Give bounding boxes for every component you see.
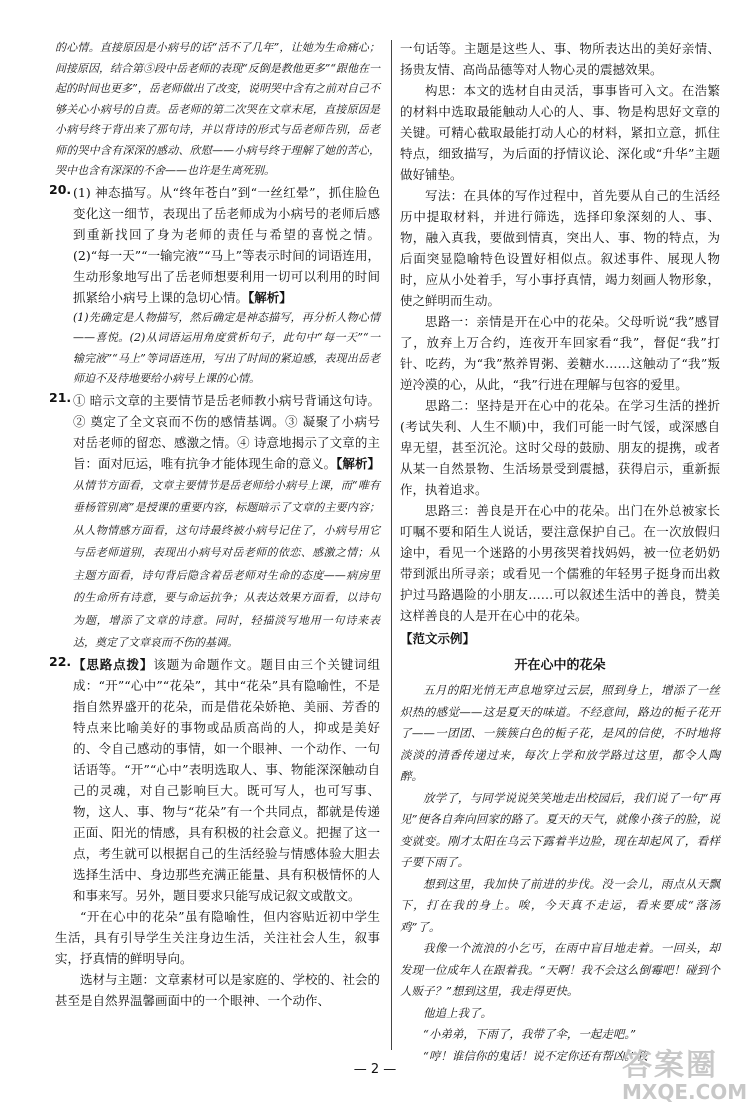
question-21 [49,389,380,654]
essay-paragraph: “小弟弟，下雨了，我带了伞，一起走吧。” [423,1027,637,1041]
q19-answer-continued: 的心情。直接原因是小病号的话“活不了几年”，让她为生命痛心；间接原因，结合第⑤段中岳老师的表现“反倒是教他更多”“跟他在一起的时间也更多”，岳老师做出了改变，说明哭中含有之前对自己不够关心小病号的自责。岳老师的第二次哭在文章末尾，直接原因是小病号终于背出来了那句诗，并以背诗的形式与岳老师告别，岳老师的哭中含有深深的感动、欣慰——小病号终于理解了她的苦心，哭中也含有深深的不舍——也许是生离死别。 [55,41,380,177]
essay-paragraph: 我像一个流浪的小乞丐，在雨中盲目地走着。一回头，却发现一位成年人在跟着我。“天啊！我不会这么倒霉吧！碰到个人贩子？”想到这里，我走得更快。 [400,941,720,998]
essay-paragraph: 想到这里，我加快了前进的步伐。没一会儿，雨点从天飘下，打在我的身上。唉，今天真不走运，看来要成“落汤鸡”了。 [400,876,720,934]
analysis-tag: 【解析】 [248,289,292,305]
page-number: — 2 — [353,1062,397,1077]
analysis-tag: 【解析】 [336,455,380,471]
question-22 [49,653,380,906]
paragraph: 思路二：坚持是开在心中的花朵。在学习生活的挫折(考试失利、人生不顺)中，我们可能一时气馁，或深感自卑无望，甚至沉沦。这时父母的鼓励、朋友的提携，或者从某一自然景物、生活场景受到震撼，获得启示，重新振作，执着追求。 [400,398,720,497]
question-20 [49,181,380,390]
analysis-text: 从情节方面看，文章主要情节是岳老师给小病号上课，而“唯有垂杨管别离”是授课的重要内容，标题暗示了文章的主要内容；从人物情感方面看，这句诗最终被小病号记住了，小病号用它与岳老师道别，表现出小病号对岳老师的依恋、感激之情；从主题方面看，诗句背后隐含着岳老师对生命的态度——病房里的生命所有诗意，要与命运抗争；从表达效果方面看，以诗句为题，增添了文章的诗意。同时，轻描淡写地用一句诗来表达，奠定了文章哀而不伤的基调。 [73,478,380,649]
paragraph: 选材与主题：文章素材可以是家庭的、学校的、社会的甚至是自然界温馨画面中的一个眼神、一个动作、 [55,971,381,1008]
analysis-text: (1)先确定是人物描写，然后确定是神态描写，再分析人物心情——喜悦。(2)从词语运用角度赏析句子，此句中“每一天”“一输完液”“马上”等词语连用，写出了时间的紧迫感，表现出岳老师迫不及待地要给小病号上课的心情。 [73,310,380,385]
answer-text: 【思路点拨】该题为命题作文。题目由三个关键词组成：“开”“心中”“花朵”，其中“花朵”具有隐喻性，不是指自然界盛开的花朵，而是借花朵娇艳、美丽、芳香的特点来比喻美好的事物或品质高尚的人，抑或是美好的、令自己感动的事情，如一个眼神、一个动作、一句话语等。“开”“心中”表明选取人、事、物能深深触动自己的灵魂，对自己影响巨大。既可写人，也可写事、物，这人、事、物与“花朵”有一个共同点，都就是传递正面、阳光的情感，具有积极的社会意义。把握了这一点，考生就可以根据自己的生活经验与情感体验大胆去选择生活中、身边那些充满正能量、具有积极情怀的人和事来写。另外，题目要求只能写成记叙文或散文。 [73,656,380,903]
paragraph: 写法：在具体的写作过程中，首先要从自己的生活经历中提取材料，并进行筛选，选择印象深刻的人、事、物，融入真我，要做到情真，突出人、事、物的特点，为后面突显隐喻特色设置好相似点。叙述事件、展现人物时，应从小处着手，写小事抒真情，竭力刻画人物形象，使之鲜明而生动。 [400,188,720,308]
essay-paragraph: “哼！谁信你的鬼话！说不定你还有帮凶。”我 [423,1048,648,1063]
essay-title: 开在心中的花朵 [514,658,606,673]
section-heading: 【范文示例】 [400,631,476,646]
question-number: 22. [49,653,72,669]
essay-paragraph: 放学了，与同学说说笑笑地走出校园后，我们说了一句“再见”便各自奔向回家的路了。夏天的天气，就像小孩子的脸，说变就变。刚才太阳在乌云下露着半边脸，现在却起风了，看样子要下雨了。 [400,790,720,869]
essay-body [400,680,720,1067]
paragraph: 构思：本文的选材自由灵活，事事皆可入文。在浩繁的材料中选取最能触动人心的人、事、物是构思好文章的关键。可精心截取最能打动人心的材料，紧扣立意，抓住特点，细致描写，为后面的抒情议论、深化或“升华”主题做好铺垫。 [400,83,720,182]
essay-paragraph: 他追上我了。 [423,1005,492,1020]
left-column [49,38,381,1011]
answer-text: ① 暗示文章的主要情节是岳老师教小病号背诵这句诗。② 奠定了全文哀而不伤的感情基调。③ 凝聚了小病号对岳老师的留恋、感激之情。④ 诗意地揭示了文章的主旨：面对厄运，唯有抗争才能体现生命的意义。【解析】从情节方面看，文章主要情节是岳老师给小病号上课，而“唯有垂杨管别离”是授课的重要内容，标题暗示了文章的主要内容；从人物情感方面看，这句诗最终被小病号记住了，小病号用它与岳老师道别，表现出小病号对岳老师的依恋、感激之情；从主题方面看，诗句背后隐含着岳老师对生命的态度——病房里的生命所有诗意，要与命运抗争；从表达效果方面看，以诗句为题，增添了文章的诗意。同时，轻描淡写地用一句诗来表达，奠定了文章哀而不伤的基调。 [73,392,380,649]
question-number: 21. [49,389,72,405]
paragraph: 思路一：亲情是开在心中的花朵。父母听说“我”感冒了，放弃上万合约，连夜开车回家看“我”，督促“我”打针、吃药，为“我”熬养胃粥、姜糖水……这触动了“我”叛逆冷漠的心，从此，“我”行进在理解与包容的爱里。 [400,314,720,392]
answer-text: (1) 神态描写。从“终年苍白”到“一丝红晕”，抓住脸色变化这一细节，表现出了岳老师成为小病号的老师后感到重新找回了身为老师的责任与希望的喜悦之情。(2)“每一天”“一输完液”“马上”等表示时间的词语连用，生动形象地写出了岳老师想要利用一切可以利用的时间抓紧给小病号上课的急切心情。【解析】 [73,184,380,305]
hint-tag: 【思路点拨】 [73,656,154,672]
paragraph: 一句话等。主题是这些人、事、物所表达出的美好亲情、扬贵友情、高尚品德等对人物心灵的震撼效果。 [400,41,720,77]
right-column [400,38,720,1067]
paragraph: “开在心中的花朵”虽有隐喻性，但内容贴近初中学生生活，具有引导学生关注身边生活，关注社会人生，叙事实，抒真情的鲜明导向。 [55,908,380,966]
column-divider [391,40,392,1050]
essay-paragraph: 五月的阳光悄无声息地穿过云层，照到身上，增添了一丝炽热的感觉——这是夏天的味道。不经意间，路边的栀子花开了——一团团、一簇簇白色的栀子花，是风的信使，不时地将淡淡的清香传递过来，每次上学和放学路过这里，都令人陶醉。 [400,683,720,783]
watermark-logo: 答案圈 MXQE.COM [622,1048,748,1104]
paragraph: 思路三：善良是开在心中的花朵。出门在外总被家长叮嘱不要和陌生人说话，要注意保护自己。在一次放假归途中，看见一个迷路的小男孩哭着找妈妈，被一位老奶奶带到派出所寻亲；或看见一个儒雅的年轻男子挺身而出救护过马路遇险的小朋友……可以叙述生活中的善良，赞美这样善良的人是开在心中的花朵。 [400,503,720,623]
question-number: 20. [49,181,72,197]
